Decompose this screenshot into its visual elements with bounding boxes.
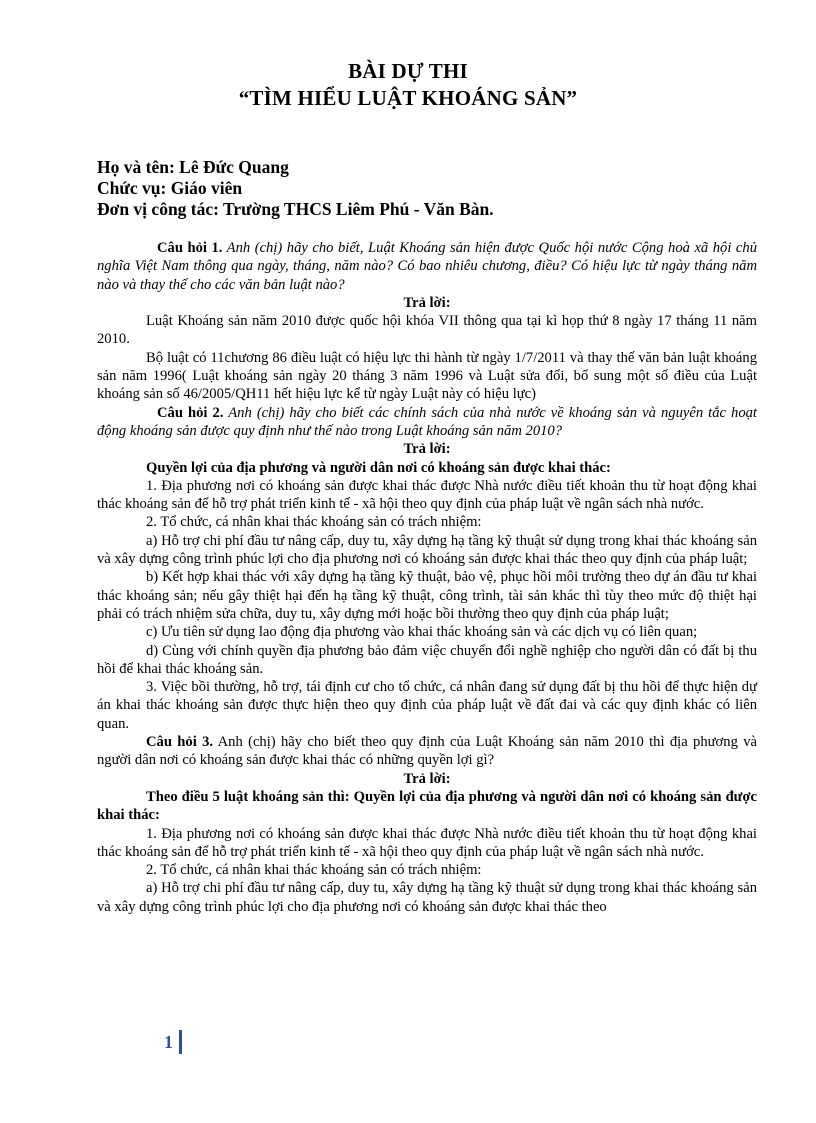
question-text: Anh (chị) hãy cho biết các chính sách của nhà nước về khoáng sản và nguyên tắc hoạt động khoáng sản được quy định như thế nào trong Luật khoáng sản năm 2010? bbox=[97, 404, 757, 439]
paragraph: a) Hỗ trợ chi phí đầu tư nâng cấp, duy tu, xây dựng hạ tầng kỹ thuật sử dụng trong khai thác khoáng sản và xây dựng công trình phúc lợi cho địa phương nơi có khoáng sản được khai thác theo bbox=[97, 880, 757, 915]
paragraph: 1. Địa phương nơi có khoáng sản được khai thác được Nhà nước điều tiết khoản thu từ hoạt động khai thác khoáng sản để hỗ trợ phát triển kinh tế - xã hội theo quy định của pháp luật về ngân sách nhà nước. bbox=[97, 825, 757, 860]
paragraph: Luật Khoáng sản năm 2010 được quốc hội khóa VII thông qua tại kì họp thứ 8 ngày 17 tháng 11 năm 2010. bbox=[97, 313, 757, 348]
question-label: Câu hỏi 2. bbox=[157, 404, 224, 421]
section-heading: Quyền lợi của địa phương và người dân nơi có khoáng sản được khai thác: bbox=[146, 459, 611, 476]
answer-label: Trả lời: bbox=[403, 441, 451, 458]
paragraph: 2. Tổ chức, cá nhân khai thác khoáng sản có trách nhiệm: bbox=[146, 514, 482, 531]
section-heading: Theo điều 5 luật khoáng sản thì: Quyền lợi của địa phương và người dân nơi có khoáng sản được khai thác: bbox=[97, 788, 757, 824]
question-text: Anh (chị) hãy cho biết theo quy định của Luật Khoáng sản năm 2010 thì địa phương và người dân nơi có khoáng sản được khai thác có những quyền lợi gì? bbox=[97, 734, 757, 769]
paragraph: c) Ưu tiên sử dụng lao động địa phương vào khai thác khoáng sản và các dịch vụ có liên quan; bbox=[146, 624, 698, 641]
document-subtitle: “TÌM HIỂU LUẬT KHOÁNG SẢN” bbox=[238, 86, 578, 110]
paragraph: Bộ luật có 11chương 86 điều luật có hiệu lực thi hành từ ngày 1/7/2011 và thay thế văn bản luật khoáng sản năm 1996( Luật khoáng sản ngày 20 tháng 3 năm 1996 và Luật sửa đổi, bổ sung một số điều của Luật khoáng sản số 46/2005/QH11 hết hiệu lực kể từ ngày Luật này có hiệu lực) bbox=[97, 349, 757, 403]
paragraph: b) Kết hợp khai thác với xây dựng hạ tầng kỹ thuật, bảo vệ, phục hồi môi trường theo dự án đầu tư khai thác khoáng sản; nếu gây thiệt hại đến hạ tầng kỹ thuật, công trình, tài sản khác thì tùy theo mức độ thiệt hại phải có trách nhiệm sửa chữa, duy tu, xây dựng mới hoặc bồi thường theo quy định của pháp luật; bbox=[97, 569, 757, 622]
paragraph: 3. Việc bồi thường, hỗ trợ, tái định cư cho tổ chức, cá nhân đang sử dụng đất bị thu hồi để thực hiện dự án khai thác khoáng sản được thực hiện theo quy định của pháp luật về đất đai và các quy định khác có liên quan. bbox=[97, 679, 757, 732]
paragraph: d) Cùng với chính quyền địa phương bảo đảm việc chuyển đổi nghề nghiệp cho người dân có đất bị thu hồi để khai thác khoáng sản. bbox=[97, 642, 757, 677]
paragraph: 2. Tổ chức, cá nhân khai thác khoáng sản có trách nhiệm: bbox=[146, 862, 482, 879]
question-text: Anh (chị) hãy cho biết, Luật Khoáng sản hiện được Quốc hội nước Cộng hoà xã hội chủ nghĩa Việt Nam thông qua ngày, tháng, năm nào? Có bao nhiêu chương, điều? Có hiệu lực từ ngày tháng năm nào và thay thế cho các văn bản luật nào? bbox=[97, 240, 757, 293]
document-title: BÀI DỰ THI bbox=[348, 59, 468, 83]
author-unit: Đơn vị công tác: Trường THCS Liêm Phú - Văn Bàn. bbox=[97, 199, 494, 219]
answer-label: Trả lời: bbox=[403, 294, 451, 311]
paragraph: a) Hỗ trợ chi phí đầu tư nâng cấp, duy tu, xây dựng hạ tầng kỹ thuật sử dụng trong khai thác khoáng sản và xây dựng công trình phúc lợi cho địa phương nơi có khoáng sản được khai thác theo quy định của pháp luật; bbox=[97, 532, 757, 568]
question-1 bbox=[97, 239, 757, 294]
author-name: Họ và tên: Lê Đức Quang bbox=[97, 157, 289, 177]
question-label: Câu hỏi 1. bbox=[157, 240, 223, 256]
page-number: 1 bbox=[164, 1030, 182, 1054]
document-body bbox=[97, 239, 757, 916]
question-3 bbox=[97, 733, 757, 770]
answer-label: Trả lời: bbox=[403, 770, 451, 787]
question-2 bbox=[97, 404, 757, 441]
question-label: Câu hỏi 3. bbox=[146, 734, 214, 751]
paragraph: 1. Địa phương nơi có khoáng sản được khai thác được Nhà nước điều tiết khoản thu từ hoạt động khai thác khoáng sản để hỗ trợ phát triển kinh tế - xã hội theo quy định của pháp luật về ngân sách nhà nước. bbox=[97, 477, 757, 513]
author-position: Chức vụ: Giáo viên bbox=[97, 178, 243, 198]
